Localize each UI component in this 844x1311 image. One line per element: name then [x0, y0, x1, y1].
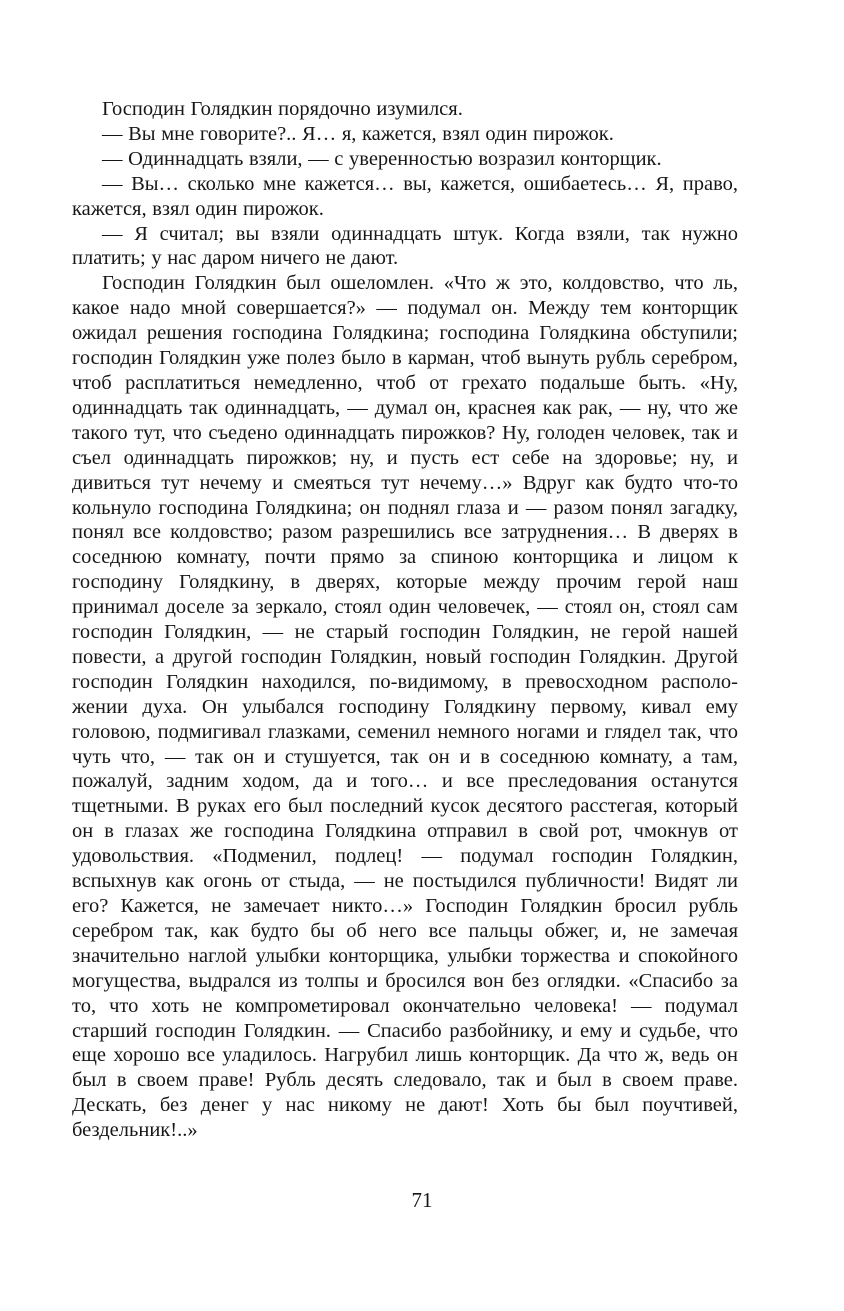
- paragraph-2: — Вы мне говорите?.. Я… я, кажется, взял один пирожок.: [102, 122, 614, 145]
- paragraph-5: — Я считал; вы взяли одиннадцать штук. Когда взяли, так нужно платить; у нас даром ничего не дают.: [72, 222, 738, 270]
- body-text: [72, 97, 738, 1143]
- paragraph-3: — Одиннадцать взяли, — с уверенностью возразил конторщик.: [102, 147, 662, 170]
- paragraph-4: — Вы… сколько мне кажется… вы, кажется, ошибаетесь… Я, право, кажется, взял один пирожок.: [72, 172, 738, 220]
- paragraph-6: Господин Голядкин был ошеломлен. «Что ж это, колдовство, что ль, какое надо мной совершается?» — подумал он. Между тем конторщик ожидал решения господина Голядкина; господина Голядкина обступили; господин Голядкин уже полез было в карман, чтоб вынуть рубль серебром, чтоб расплатиться немедленно, чтоб от грехато подальше быть. «Ну, одиннадцать так одиннадцать, — думал он, краснея как рак, — ну, что же такого тут, что съедено одиннадцать пирожков? Ну, голоден человек, так и съел одиннадцать пирожков; ну, и пусть ест себе на здоровье; ну, и дивиться тут нечему и смеяться тут нечему…» Вдруг как будто что-то кольнуло господина Голядкина; он поднял глаза и — разом понял загадку, понял все колдовство; разом разрешились все затруднения… В дверях в соседнюю комнату, почти прямо за спиною конторщика и лицом к господину Голядкину, в дверях, которые между прочим герой наш принимал доселе за зеркало, стоял один человечек, — стоял он, стоял сам господин Голядкин, — не старый господин Голядкин, не герой нашей повести, а другой господин Голядкин, новый господин Голядкин. Другой господин Голядкин находился, по-видимому, в превосходном расположении духа. Он улыбался господину Голядкину первому, кивал ему головою, подмигивал глазками, семенил немного ногами и глядел так, что чуть что, — так он и стушуется, так он и в соседнюю комнату, а там, пожалуй, задним ходом, да и того… и все преследования останутся тщетными. В руках его был последний кусок десятого расстегая, который он в глазах же господина Голядкина отправил в свой рот, чмокнув от удовольствия. «Подменил, подлец! — подумал господин Голядкин, вспыхнув как огонь от стыда, — не постыдился публичности! Видят ли его? Кажется, не замечает никто…» Господин Голядкин бросил рубль серебром так, как будто бы об него все пальцы обжег, и, не замечая значительно наглой улыбки конторщика, улыбки торжества и спокойного могущества, выдрался из толпы и бросился вон без оглядки. «Спасибо за то, что хоть не компрометировал окончательно человека! — подумал старший господин Голядкин. — Спасибо разбойнику, и ему и судьбе, что еще хорошо все уладилось. Нагрубил лишь конторщик. Да что ж, ведь он был в своем праве! Рубль десять следовало, так и был в своем праве. Дескать, без денег у нас никому не дают! Хоть бы был поучтивей, бездельник!..»: [72, 272, 738, 1142]
- paragraph-1: Господин Голядкин порядочно изумился.: [102, 98, 463, 120]
- page-number: 71: [411, 1188, 433, 1212]
